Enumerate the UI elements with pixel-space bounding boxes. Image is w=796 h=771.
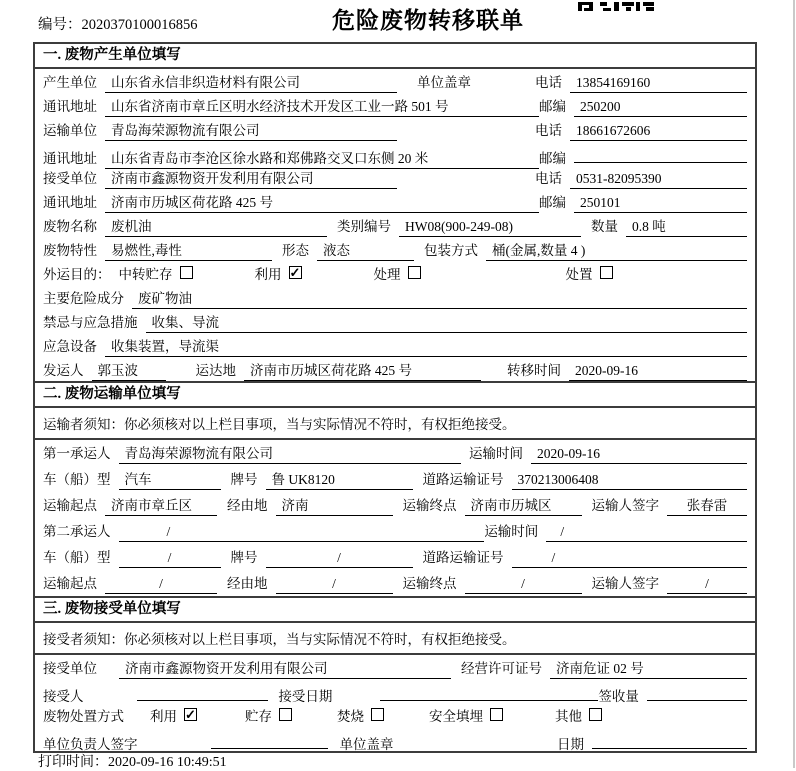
zip-label: 邮编: [538, 99, 566, 114]
disposal-option-utilize: [150, 707, 197, 726]
zip-label: 邮编: [538, 151, 566, 166]
waste-name-label: 废物名称: [43, 219, 97, 234]
checkbox-icon: [279, 708, 292, 721]
via-value: 济南: [276, 496, 393, 516]
receiver-unit-value: 济南市鑫源物资开发利用有限公司: [105, 169, 397, 189]
transport-unit-value: 青岛海荣源物流有限公司: [105, 121, 397, 141]
physical-form-label: 形态: [282, 243, 309, 258]
destination-label: 运达地: [195, 363, 236, 378]
field-vehicle-1: [35, 466, 755, 492]
waste-name-value: 废机油: [105, 217, 327, 237]
page-right-edge: [793, 0, 795, 768]
disposal-option-other: [555, 707, 602, 726]
option-label: 中转贮存: [118, 267, 173, 282]
checkbox-icon: [600, 266, 613, 279]
disposal-option-store: [245, 707, 292, 726]
option-label: 利用: [254, 267, 282, 282]
transport-time-value: 2020-09-16: [531, 444, 747, 464]
packing-label: 包装方式: [424, 243, 478, 258]
phone-label: 电话: [535, 75, 562, 90]
main-hazard-value: 废矿物油: [132, 289, 747, 309]
category-code-label: 类别编号: [337, 219, 391, 234]
terminus-label: 运输终点: [402, 498, 457, 513]
field-transport-unit: [35, 117, 755, 141]
date-value: [592, 731, 747, 749]
section-1-header: 一. 废物产生单位填写: [35, 44, 755, 69]
print-time-line: [38, 751, 227, 771]
unit-seal-label: 单位盖章: [417, 75, 471, 90]
option-label: 焚烧: [337, 709, 364, 724]
waste-properties-label: 废物特性: [43, 243, 97, 258]
producer-unit-value: 山东省永信非织造材料有限公司: [105, 73, 397, 93]
option-label: 处置: [565, 267, 593, 282]
transfer-form: [33, 42, 757, 753]
via-label: 经由地: [227, 576, 268, 591]
vehicle-type-label: 车（船）型: [43, 550, 111, 565]
emergency-measures-value: 收集、导流: [146, 313, 748, 333]
second-carrier-value: /: [119, 522, 485, 542]
transfer-time-value: 2020-09-16: [569, 361, 747, 381]
option-label: 安全填埋: [429, 709, 483, 724]
vehicle-type-label: 车（船）型: [43, 472, 111, 487]
dispatcher-value: 郭玉波: [92, 361, 166, 381]
purpose-option-storage: [119, 265, 193, 284]
phone-label: 电话: [535, 123, 562, 138]
destination-value: 济南市历城区荷花路 425 号: [244, 361, 481, 381]
carrier-signature-2-value: /: [667, 574, 747, 594]
checkbox-icon: [180, 266, 193, 279]
transport-unit-label: 运输单位: [43, 123, 97, 138]
origin-value: 济南市章丘区: [105, 496, 217, 516]
second-carrier-label: 第二承运人: [43, 524, 111, 539]
via-label: 经由地: [227, 498, 268, 513]
field-transport-address: [35, 141, 755, 165]
road-license-label: 道路运输证号: [422, 472, 504, 487]
accepting-unit-value: 济南市鑫源物资开发利用有限公司: [119, 659, 451, 679]
receiver-address-value: 济南市历城区荷花路 425 号: [105, 193, 539, 213]
purpose-option-utilize: [255, 265, 302, 284]
unit-seal-label: 单位盖章: [339, 737, 394, 752]
field-first-carrier: [35, 440, 755, 466]
emergency-equipment-value: 收集装置，导流渠: [105, 337, 747, 357]
field-dispatcher: [35, 357, 755, 381]
print-time-label: 打印时间：: [38, 755, 108, 770]
field-route-2: [35, 570, 755, 596]
producer-address-value: 山东省济南市章丘区明水经济技术开发区工业一路 501 号: [105, 97, 539, 117]
emergency-measures-label: 禁忌与应急措施: [43, 315, 138, 330]
quantity-label: 数量: [591, 219, 618, 234]
producer-unit-label: 产生单位: [43, 75, 97, 90]
field-producer-unit: [35, 69, 755, 93]
field-emergency-measures: [35, 309, 755, 333]
field-receiver-unit: [35, 165, 755, 189]
transport-time-2-value: /: [546, 522, 747, 542]
serial-label: 编号：: [38, 17, 82, 33]
producer-zip-value: 250200: [574, 97, 747, 117]
transport-time-label: 运输时间: [484, 524, 539, 539]
field-vehicle-2: [35, 544, 755, 570]
carrier-signature-label: 运输人签字: [591, 498, 659, 513]
purpose-option-treat: [374, 265, 421, 284]
disposal-option-incinerate: [337, 707, 384, 726]
category-code-value: HW08(900-249-08): [399, 217, 581, 237]
field-acceptor: [35, 679, 755, 703]
plate-2-value: /: [266, 548, 413, 568]
checkbox-icon: [408, 266, 421, 279]
quantity-value: 0.8 吨: [626, 217, 747, 237]
form-title: 危险废物转移联单: [332, 8, 524, 33]
main-hazard-label: 主要危险成分: [43, 291, 124, 306]
checkbox-checked-icon: [184, 708, 197, 721]
zip-label: 邮编: [538, 195, 566, 210]
received-quantity-label: 签收量: [598, 689, 639, 704]
transport-address-value: 山东省青岛市李沧区徐水路和郑佛路交叉口东侧 20 米: [105, 149, 539, 169]
operating-license-value: 济南危证 02 号: [550, 659, 747, 679]
field-transfer-purpose: [35, 261, 755, 285]
terminus-label: 运输终点: [402, 576, 457, 591]
plate-value: 鲁 UK8120: [266, 470, 413, 490]
option-label: 贮存: [245, 709, 272, 724]
disposal-method-label: 废物处置方式: [43, 709, 124, 724]
receiver-unit-label: 接受单位: [43, 171, 97, 186]
plate-label: 牌号: [230, 472, 258, 487]
transfer-time-label: 转移时间: [507, 363, 561, 378]
transport-time-label: 运输时间: [469, 446, 523, 461]
receiver-notice: 接受者须知：你必须核对以上栏目事项，当与实际情况不符时，有权拒绝接受。: [35, 623, 755, 655]
phone-label: 电话: [535, 171, 562, 186]
vehicle-type-2-value: /: [119, 548, 221, 568]
checkbox-checked-icon: [289, 266, 302, 279]
origin-label: 运输起点: [43, 576, 97, 591]
responsible-signature-value: [211, 731, 328, 749]
option-label: 利用: [150, 709, 177, 724]
road-license-2-value: /: [512, 548, 748, 568]
waste-properties-value: 易燃性,毒性: [105, 241, 272, 261]
terminus-value: 济南市历城区: [465, 496, 582, 516]
dispatcher-label: 发运人: [43, 363, 84, 378]
section-3-header: 三. 废物接受单位填写: [35, 596, 755, 623]
option-label: 其他: [555, 709, 582, 724]
accept-date-value: [380, 683, 598, 701]
address-label: 通讯地址: [43, 151, 97, 166]
checkbox-icon: [371, 708, 384, 721]
field-waste-name: [35, 213, 755, 237]
acceptor-label: 接受人: [43, 689, 84, 704]
origin-2-value: /: [105, 574, 217, 594]
field-accepting-unit: [35, 655, 755, 679]
address-label: 通讯地址: [43, 99, 97, 114]
transporter-notice: 运输者须知：你必须核对以上栏目事项，当与实际情况不符时，有权拒绝接受。: [35, 408, 755, 440]
acceptor-value: [137, 683, 269, 701]
accepting-unit-label: 接受单位: [43, 661, 97, 676]
disposal-option-landfill: [429, 707, 503, 726]
carrier-signature-value: 张春雷: [667, 496, 747, 516]
section-2-header: 二. 废物运输单位填写: [35, 381, 755, 408]
option-label: 处理: [373, 267, 401, 282]
field-receiver-address: [35, 189, 755, 213]
field-producer-address: [35, 93, 755, 117]
field-emergency-equipment: [35, 333, 755, 357]
origin-label: 运输起点: [43, 498, 97, 513]
via-2-value: /: [276, 574, 393, 594]
serial-number-line: [38, 13, 198, 34]
responsible-signature-label: 单位负责人签字: [43, 737, 138, 752]
field-disposal-method: [35, 703, 755, 727]
date-label: 日期: [557, 737, 584, 752]
serial-number: 2020370100016856: [81, 17, 198, 33]
receiver-zip-value: 250101: [574, 193, 747, 213]
field-waste-properties: [35, 237, 755, 261]
producer-phone-value: 13854169160: [570, 73, 747, 93]
checkbox-icon: [589, 708, 602, 721]
operating-license-label: 经营许可证号: [461, 661, 542, 676]
print-time-value: 2020-09-16 10:49:51: [108, 755, 227, 770]
packing-value: 桶(金属,数量 4 ): [486, 241, 747, 261]
field-responsible-signature: [35, 727, 755, 751]
checkbox-icon: [490, 708, 503, 721]
carrier-signature-label: 运输人签字: [591, 576, 659, 591]
field-second-carrier: [35, 518, 755, 544]
vehicle-type-value: 汽车: [119, 470, 221, 490]
terminus-2-value: /: [465, 574, 582, 594]
emergency-equipment-label: 应急设备: [43, 339, 97, 354]
transport-phone-value: 18661672606: [570, 121, 747, 141]
transfer-purpose-label: 外运目的：: [43, 267, 111, 282]
receiver-phone-value: 0531-82095390: [570, 169, 747, 189]
road-license-label: 道路运输证号: [422, 550, 504, 565]
accept-date-label: 接受日期: [278, 689, 333, 704]
field-route-1: [35, 492, 755, 518]
first-carrier-value: 青岛海荣源物流有限公司: [119, 444, 461, 464]
plate-label: 牌号: [230, 550, 258, 565]
qr-code-fragment-icon: [578, 0, 658, 11]
transport-zip-value: [574, 145, 747, 163]
first-carrier-label: 第一承运人: [43, 446, 111, 461]
physical-form-value: 液态: [317, 241, 414, 261]
address-label: 通讯地址: [43, 195, 97, 210]
received-quantity-value: [647, 683, 747, 701]
field-main-hazard: [35, 285, 755, 309]
road-license-value: 370213006408: [512, 470, 748, 490]
purpose-option-dispose: [566, 265, 613, 284]
